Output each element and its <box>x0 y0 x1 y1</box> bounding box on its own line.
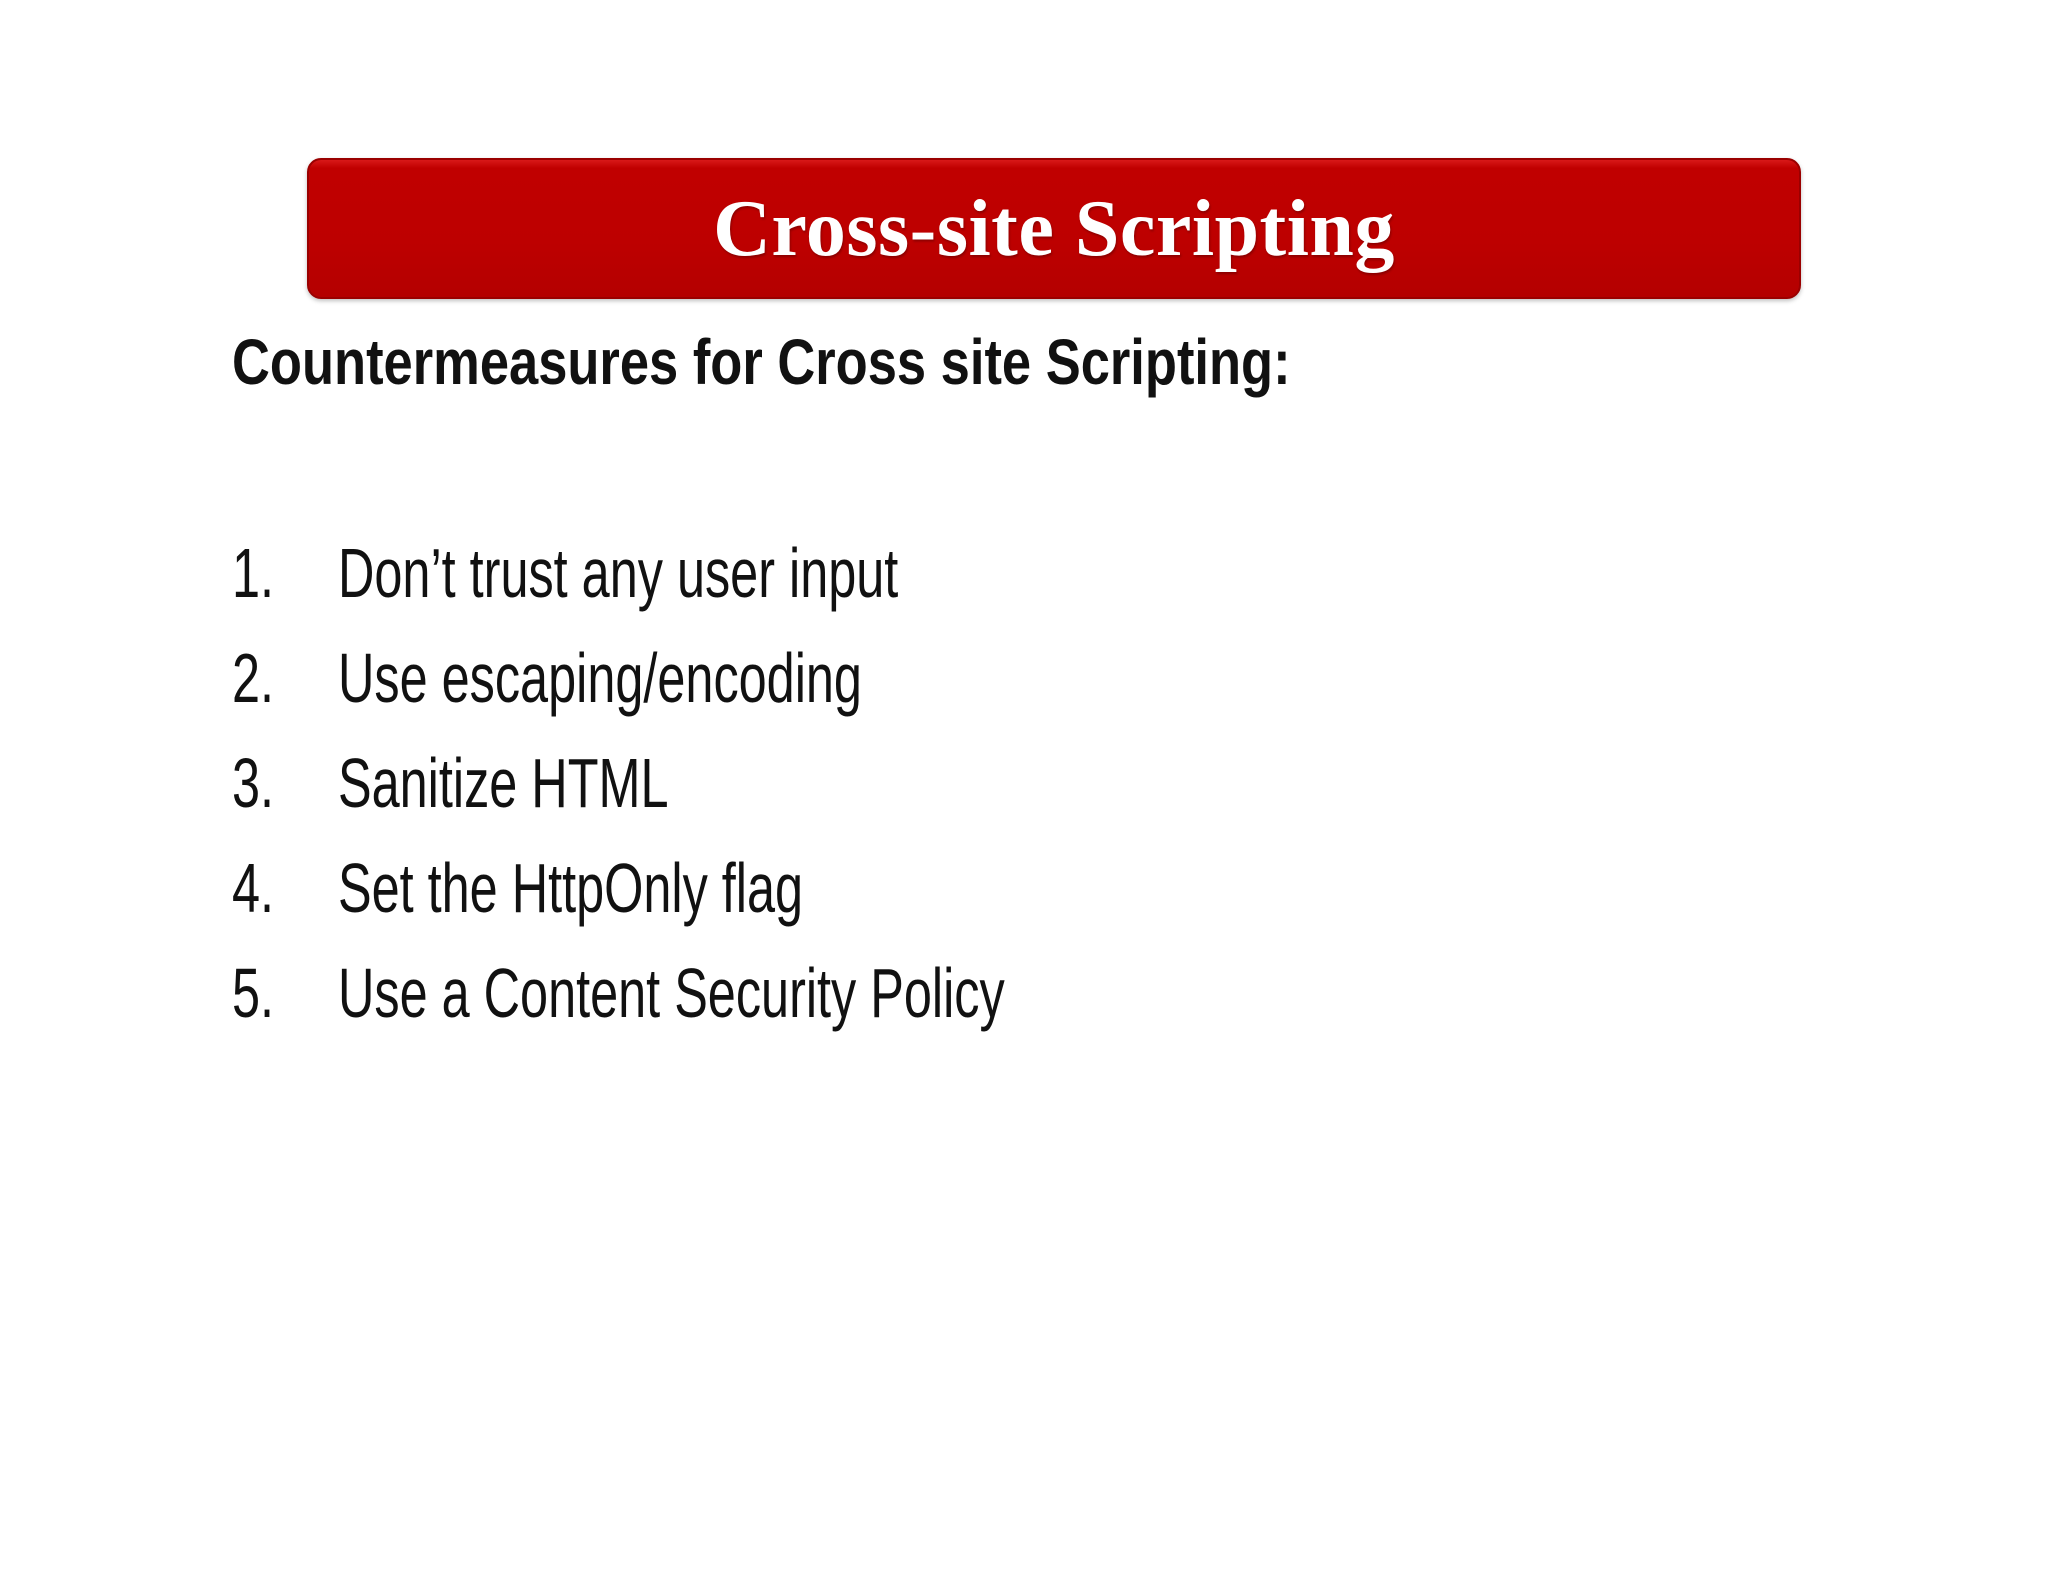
list-item-number: 1. <box>232 534 275 612</box>
list-item <box>232 639 1264 748</box>
list-item-text: Sanitize HTML <box>338 744 669 822</box>
list-item-text: Use a Content Security Policy <box>338 954 1005 1032</box>
countermeasures-list <box>232 534 1264 1063</box>
list-item-number: 5. <box>232 954 275 1032</box>
list-item <box>232 534 1264 643</box>
list-item <box>232 744 1264 853</box>
list-item <box>232 954 1264 1063</box>
list-item-text: Use escaping/encoding <box>338 639 862 717</box>
list-item-number: 4. <box>232 849 275 927</box>
list-item <box>232 849 1264 958</box>
list-item-text: Don’t trust any user input <box>338 534 899 612</box>
slide-title: Cross-site Scripting <box>713 184 1395 273</box>
list-item-number: 2. <box>232 639 275 717</box>
list-item-number: 3. <box>232 744 275 822</box>
title-banner <box>307 158 1801 299</box>
subheading: Countermeasures for Cross site Scripting: <box>232 326 1291 398</box>
list-item-text: Set the HttpOnly flag <box>338 849 804 927</box>
